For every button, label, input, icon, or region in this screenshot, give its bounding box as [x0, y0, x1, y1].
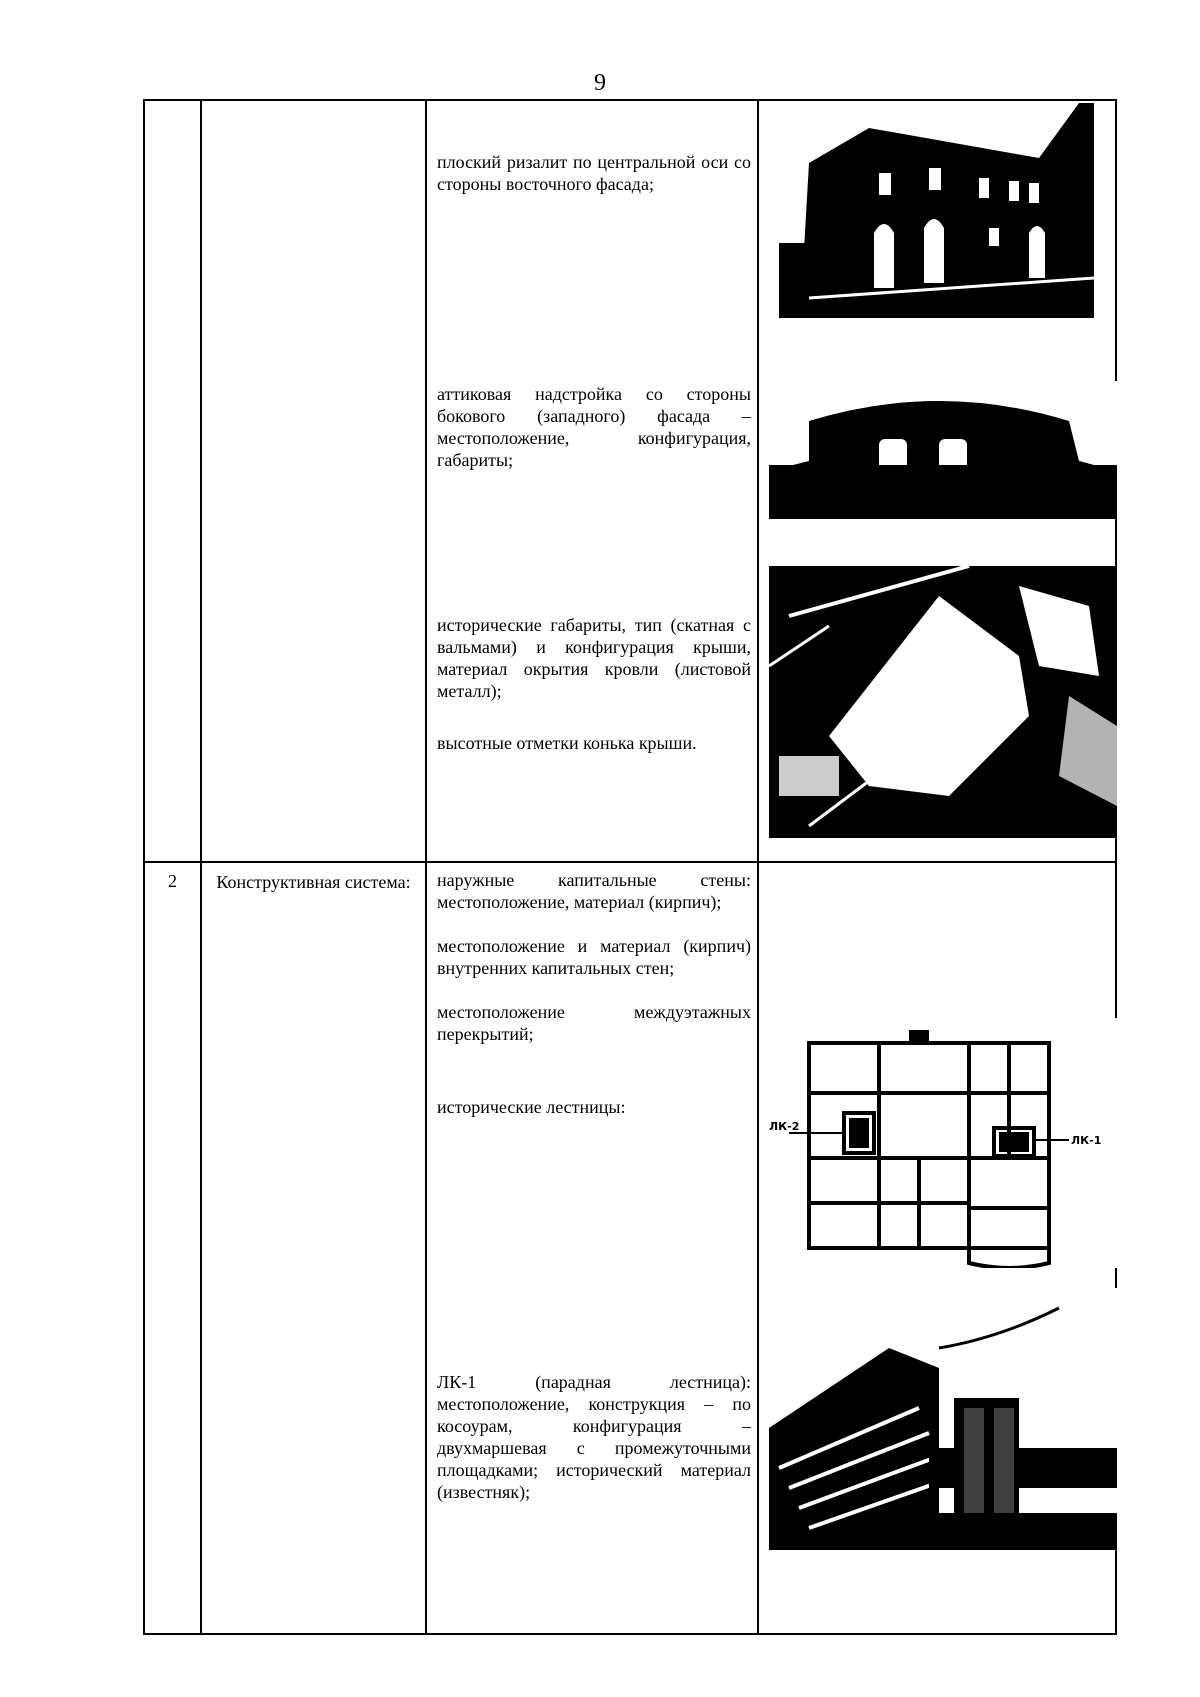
staircase-photo-icon	[769, 1288, 1117, 1550]
row-number: 2	[144, 862, 201, 1634]
row-name	[201, 100, 426, 862]
table-row	[144, 862, 1116, 1634]
description-item: плоский ризалит по центральной оси со стороны восточного фасада;	[437, 152, 751, 194]
plan-label-lk2: ЛК-2	[769, 1120, 800, 1133]
protection-subject-table	[143, 99, 1117, 1635]
attic-photo-icon	[769, 381, 1117, 519]
roof-aerial-photo-icon	[769, 566, 1117, 838]
description-item: местоположение междуэтажных перекрытий;	[437, 1002, 751, 1044]
description-item: ЛК-1 (парадная лестница): местоположение, конструкция – по косоурам, конфигурация – двухмаршевая с промежуточными площадками; исторический материал (известняк);	[437, 1372, 751, 1502]
description-cell	[426, 100, 758, 862]
row-name: Конструктивная система:	[201, 862, 426, 1634]
illustration-cell	[758, 100, 1116, 862]
floor-plan-icon	[769, 1018, 1117, 1268]
description-cell	[426, 862, 758, 1634]
illustration-cell	[758, 862, 1116, 1634]
facade-photo-icon	[779, 103, 1094, 336]
description-item: исторические габариты, тип (скатная с вальмами) и конфигурация крыши, материал окрытия кровли (листовой металл);	[437, 615, 751, 701]
description-item: аттиковая надстройка со стороны бокового (западного) фасада – местоположение, конфигурация, габариты;	[437, 384, 751, 470]
description-item: исторические лестницы:	[437, 1097, 626, 1117]
description-item: местоположение и материал (кирпич) внутренних капитальных стен;	[437, 936, 751, 978]
description-item: высотные отметки конька крыши.	[437, 733, 697, 753]
table-row	[144, 100, 1116, 862]
plan-label-lk1: ЛК-1	[1071, 1134, 1102, 1147]
row-number	[144, 100, 201, 862]
description-item: наружные капитальные стены: местоположение, материал (кирпич);	[437, 870, 751, 912]
page-number: 9	[594, 70, 606, 96]
